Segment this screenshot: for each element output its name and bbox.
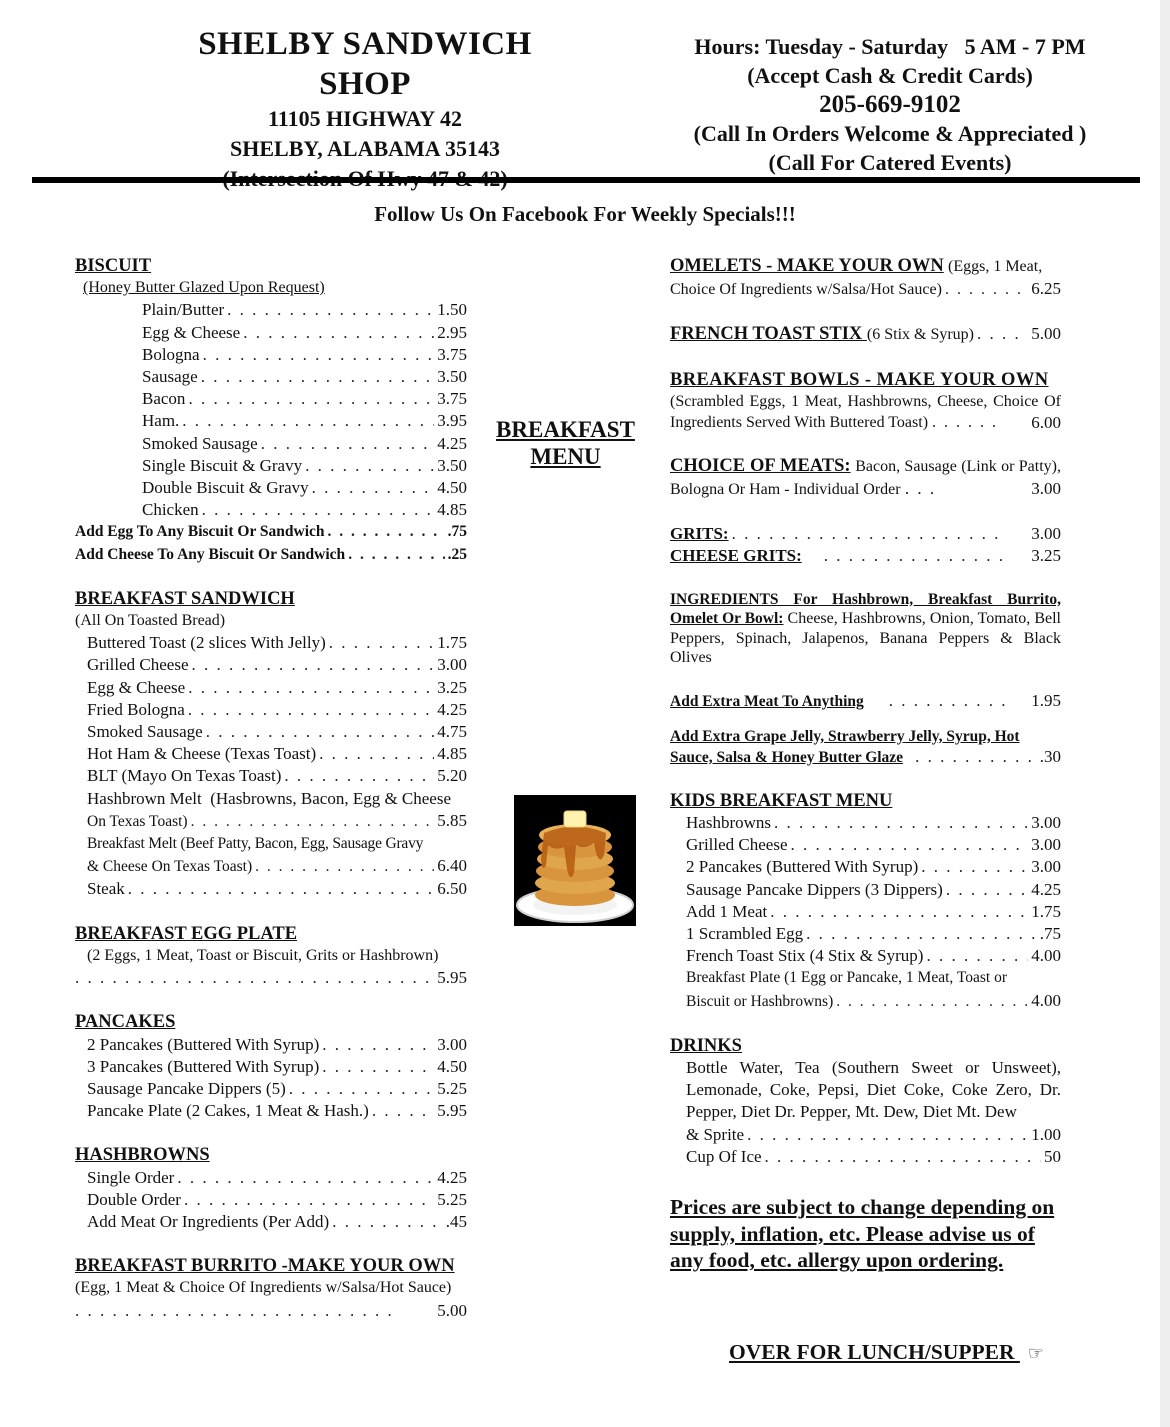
pointing-hand-icon: ☞ xyxy=(1027,1343,1044,1364)
menu-item: Plain/Butter . . . 1.50 xyxy=(75,299,467,321)
section-title: PANCAKES xyxy=(75,1012,176,1033)
menu-item: & Sprite . . . 1.00 xyxy=(670,1124,1061,1146)
section-pancakes xyxy=(75,1011,467,1122)
menu-item: Buttered Toast (2 slices With Jelly) . . . 1.75 xyxy=(75,632,467,654)
section-title: BREAKFAST SANDWICH xyxy=(75,588,295,609)
section-grits xyxy=(670,523,1061,567)
header-divider xyxy=(32,177,1140,183)
menu-item: 3 Pancakes (Buttered With Syrup) . . . 4.50 xyxy=(75,1056,467,1078)
address-line-2: SHELBY, ALABAMA 35143 xyxy=(230,136,500,161)
menu-item: 1 Scrambled Egg . . . .75 xyxy=(670,923,1061,945)
price-notice: Prices are subject to change depending on supply, inflation, etc. Please advise us of any food, etc. allergy upon ordering. xyxy=(670,1195,1055,1273)
section-extra-meat xyxy=(670,690,1061,713)
menu-item: Biscuit or Hashbrowns) . . . 4.00 xyxy=(670,990,1061,1013)
menu-item: . . . 5.00 xyxy=(75,1300,467,1322)
omelets-heading: OMELETS - MAKE YOUR OWN (Eggs, 1 Meat, xyxy=(670,256,1043,276)
menu-item: Sausage . . . 3.50 xyxy=(75,366,467,388)
section-meats xyxy=(670,455,1061,501)
menu-item: Choice Of Ingredients w/Salsa/Hot Sauce) . . . 6.25 xyxy=(670,278,1061,301)
hours: Hours: Tuesday - Saturday 5 AM - 7 PM xyxy=(694,34,1086,59)
meats-desc: CHOICE OF MEATS: Bacon, Sausage (Link or Patty), Bologna Or Ham - Individual Order . . . 3.00 xyxy=(670,455,1061,499)
over-label: OVER FOR LUNCH/SUPPER xyxy=(729,1340,1015,1364)
section-note: (All On Toasted Bread) xyxy=(75,612,226,630)
menu-item: Egg & Cheese . . . 3.25 xyxy=(75,677,467,699)
section-french-toast-stix xyxy=(670,323,1061,346)
section-bowls xyxy=(670,369,1061,433)
section-burrito xyxy=(75,1255,467,1322)
menu-item: Pancake Plate (2 Cakes, 1 Meat & Hash.) . . . 5.95 xyxy=(75,1100,467,1122)
menu-item: On Texas Toast) . . . 5.85 xyxy=(75,810,467,833)
menu-item: Bologna . . . 3.75 xyxy=(75,344,467,366)
section-title: HASHBROWNS xyxy=(75,1145,210,1166)
menu-item: Ham. . . . 3.95 xyxy=(75,410,467,432)
shop-name: SHELBY SANDWICH SHOP xyxy=(198,26,532,102)
menu-item: Grilled Cheese . . . 3.00 xyxy=(670,834,1061,856)
call-in-note: (Call In Orders Welcome & Appreciated ) xyxy=(693,121,1087,146)
shop-header xyxy=(150,24,580,194)
addon-item: Add Egg To Any Biscuit Or Sandwich . . . .75 xyxy=(75,521,467,543)
section-title: BREAKFAST EGG PLATE xyxy=(75,923,298,944)
section-note: (2 Eggs, 1 Meat, Toast or Biscuit, Grits or Hashbrown) xyxy=(87,946,439,964)
section-title: BREAKFAST BOWLS - MAKE YOUR OWN xyxy=(670,369,1049,390)
section-omelets xyxy=(670,255,1061,301)
ingredients-desc: INGREDIENTS For Hashbrown, Breakfast Burrito, Omelet Or Bowl: Cheese, Hashbrowns, Onion, Tomato, Bell Peppers, Spinach, Jalapenos, Banana Peppers & Black Olives xyxy=(670,590,1062,667)
menu-item: Double Order . . . 5.25 xyxy=(75,1189,467,1211)
menu-item: Chicken . . . 4.85 xyxy=(75,499,467,521)
menu-item: Sauce, Salsa & Honey Butter Glaze . . . .30 xyxy=(670,747,1061,768)
menu-item: Bacon . . . 3.75 xyxy=(75,388,467,410)
drinks-desc: Bottle Water, Tea (Southern Sweet or Unsweet), Lemonade, Coke, Pepsi, Diet Coke, Coke Zero, Dr. Pepper, Diet Dr. Pepper, Mt. Dew, Diet Mt. Dew xyxy=(686,1058,1061,1122)
menu-item: Fried Bologna . . . 4.25 xyxy=(75,699,467,721)
menu-item: Add Meat Or Ingredients (Per Add) . . . .45 xyxy=(75,1211,467,1233)
menu-item: Single Order . . . 4.25 xyxy=(75,1167,467,1189)
menu-item: Single Biscuit & Gravy . . . 3.50 xyxy=(75,455,467,477)
menu-item: BLT (Mayo On Texas Toast) . . . 5.20 xyxy=(75,765,467,787)
section-note: (Honey Butter Glazed Upon Request) xyxy=(83,279,325,297)
menu-item-desc: Breakfast Plate (1 Egg or Pancake, 1 Meat, Toast or xyxy=(686,969,1008,987)
menu-item: Smoked Sausage . . . 4.25 xyxy=(75,433,467,455)
phone-number: 205-669-9102 xyxy=(819,91,961,118)
menu-item: FRENCH TOAST STIX (6 Stix & Syrup) . . . 5.00 xyxy=(670,323,1061,346)
menu-item-desc: Hashbrown Melt (Hasbrowns, Bacon, Egg & Cheese xyxy=(87,788,452,808)
menu-item: Egg & Cheese . . . 2.95 xyxy=(75,322,467,344)
addon-item: Add Cheese To Any Biscuit Or Sandwich . . . .25 xyxy=(75,544,467,566)
section-egg-plate xyxy=(75,923,467,990)
hours-info xyxy=(660,32,1120,177)
left-column xyxy=(75,255,467,1322)
payment: (Accept Cash & Credit Cards) xyxy=(747,63,1033,88)
menu-item: GRITS: . . . 3.00 xyxy=(670,523,1061,545)
menu-item: Hot Ham & Cheese (Texas Toast) . . . 4.85 xyxy=(75,743,467,765)
menu-item: Add 1 Meat . . . 1.75 xyxy=(670,901,1061,923)
section-title: BREAKFAST BURRITO -MAKE YOUR OWN xyxy=(75,1256,455,1277)
menu-item: Smoked Sausage . . . 4.75 xyxy=(75,721,467,743)
right-column xyxy=(670,255,1061,1274)
menu-item: French Toast Stix (4 Stix & Syrup) . . . 4.00 xyxy=(670,945,1061,967)
catered-note: (Call For Catered Events) xyxy=(768,150,1012,175)
section-ingredients xyxy=(670,590,1061,668)
menu-item-desc: Breakfast Melt (Beef Patty, Bacon, Egg, Sausage Gravy xyxy=(87,835,424,853)
menu-item: Hashbrowns . . . 3.00 xyxy=(670,812,1061,834)
section-kids xyxy=(670,790,1061,1013)
menu-item: 2 Pancakes (Buttered With Syrup) . . . 3.00 xyxy=(75,1034,467,1056)
over-for-lunch xyxy=(729,1340,1061,1365)
pancake-stack-image xyxy=(514,795,636,926)
menu-item: Steak . . . 6.50 xyxy=(75,878,467,900)
address-line-1: 11105 HIGHWAY 42 xyxy=(268,106,462,131)
menu-item: . . . 5.95 xyxy=(75,967,467,989)
section-title: DRINKS xyxy=(670,1035,742,1056)
section-breakfast-sandwich xyxy=(75,588,467,901)
section-hashbrowns xyxy=(75,1144,467,1233)
pancake-icon xyxy=(514,795,636,926)
facebook-note: Follow Us On Facebook For Weekly Specials!!! xyxy=(374,202,796,226)
section-biscuit xyxy=(75,255,467,566)
menu-item: Sausage Pancake Dippers (5) . . . 5.25 xyxy=(75,1078,467,1100)
menu-item: Double Biscuit & Gravy . . . 4.50 xyxy=(75,477,467,499)
menu-item: CHEESE GRITS: . . . 3.25 xyxy=(670,545,1061,567)
bowls-desc: (Scrambled Eggs, 1 Meat, Hashbrowns, Cheese, Choice Of Ingredients Served With Buttered Toast) . . . . . . 6.00 xyxy=(670,392,1061,432)
menu-item: 2 Pancakes (Buttered With Syrup) . . . 3.00 xyxy=(670,856,1061,878)
breakfast-menu-title: BREAKFAST MENU xyxy=(496,417,635,469)
menu-item: Add Extra Meat To Anything . . . 1.95 xyxy=(670,690,1061,713)
extra-jelly-line-1: Add Extra Grape Jelly, Strawberry Jelly, Syrup, Hot xyxy=(670,727,1020,745)
section-title: BISCUIT xyxy=(75,256,152,276)
menu-item: Sausage Pancake Dippers (3 Dippers) . . . 4.25 xyxy=(670,879,1061,901)
menu-item: Grilled Cheese . . . 3.00 xyxy=(75,654,467,676)
section-extra-jelly xyxy=(670,727,1061,768)
menu-item: Cup Of Ice . . . 50 xyxy=(670,1146,1061,1168)
section-note: (Egg, 1 Meat & Choice Of Ingredients w/Salsa/Hot Sauce) xyxy=(75,1279,452,1297)
menu-item: & Cheese On Texas Toast) . . . 6.40 xyxy=(75,855,467,878)
section-drinks xyxy=(670,1035,1061,1168)
section-title: KIDS BREAKFAST MENU xyxy=(670,790,893,811)
